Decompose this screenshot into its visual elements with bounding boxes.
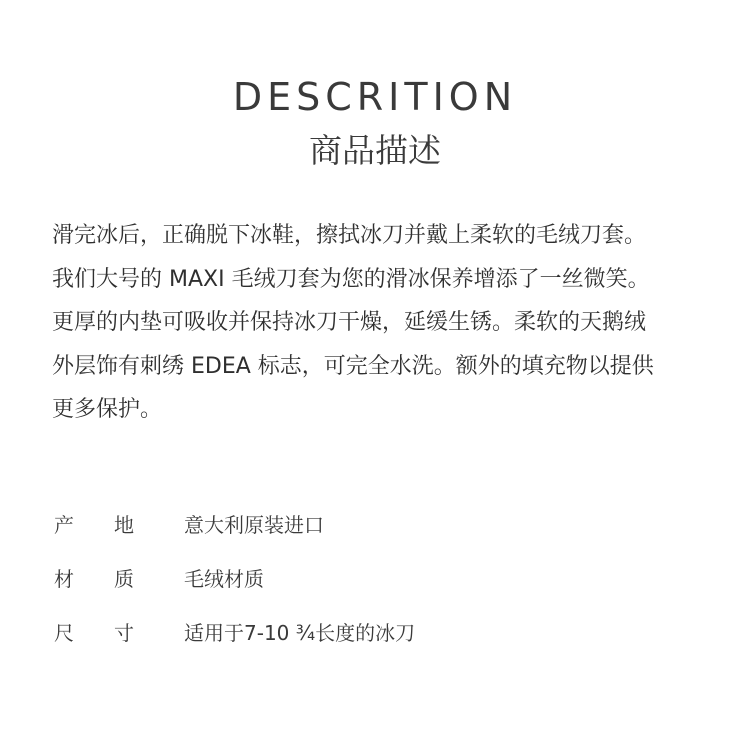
spec-label — [54, 509, 134, 538]
spec-label-char: 尺 — [54, 620, 74, 645]
spec-value: 意大利原装进口 — [184, 512, 324, 537]
spec-row-material — [54, 550, 415, 604]
spec-label — [54, 617, 134, 646]
spec-value: 适用于7-10 ¾长度的冰刀 — [184, 620, 416, 645]
spec-table — [54, 496, 415, 658]
spec-value: 毛绒材质 — [184, 566, 264, 591]
heading-english: DESCRITION — [232, 75, 518, 119]
spec-label-char: 产 — [54, 512, 74, 537]
description-paragraph — [52, 214, 732, 432]
spec-label-char: 材 — [54, 566, 74, 591]
spec-label-char: 寸 — [114, 620, 134, 645]
description-line: 滑完冰后，正确脱下冰鞋，擦拭冰刀并戴上柔软的毛绒刀套。 — [52, 223, 647, 248]
spec-label-char: 质 — [114, 566, 134, 591]
description-line: 我们大号的 MAXI 毛绒刀套为您的滑冰保养增添了一丝微笑。 — [52, 266, 650, 292]
description-line: 外层饰有刺绣 EDEA 标志，可完全水洗。额外的填充物以提供 — [52, 353, 654, 379]
spec-label-char: 地 — [114, 512, 134, 537]
description-line: 更厚的内垫可吸收并保持冰刀干燥，延缓生锈。柔软的天鹅绒 — [52, 310, 647, 335]
heading-chinese: 商品描述 — [309, 131, 441, 170]
description-line: 更多保护。 — [52, 397, 163, 422]
spec-label — [54, 563, 134, 592]
spec-row-size — [54, 604, 415, 658]
spec-row-origin — [54, 496, 415, 550]
